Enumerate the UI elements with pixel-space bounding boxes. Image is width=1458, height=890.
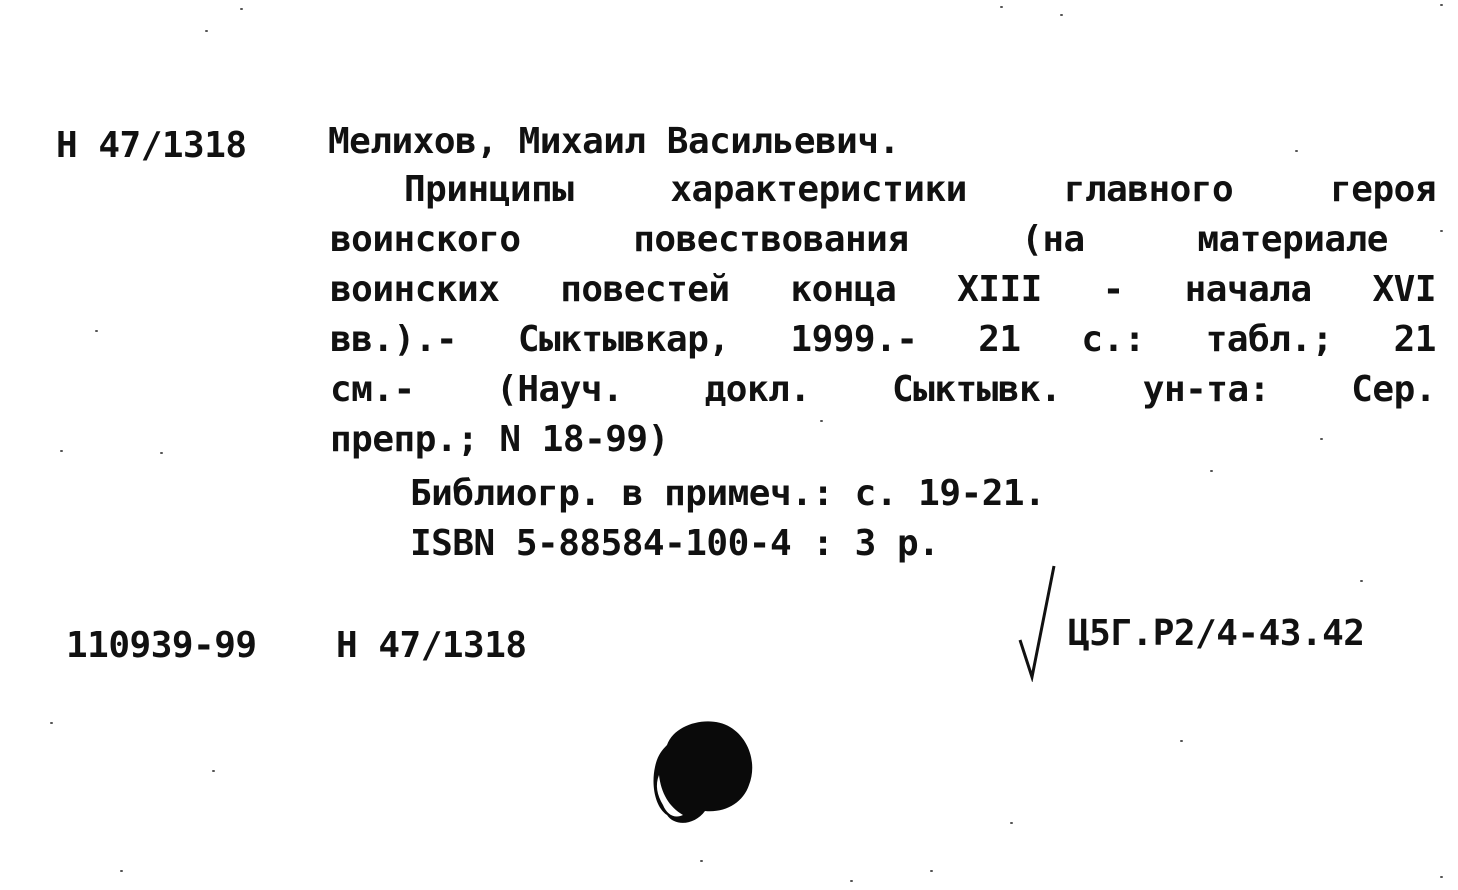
word: повестей [560,269,730,310]
word: (Науч. [496,369,624,410]
word: конца [790,269,897,310]
word: характеристики [670,169,967,210]
word: Сыктывк. [891,369,1062,410]
word: - [1102,269,1124,310]
bibliography-note: Библиогр. в примеч.: с. 19-21. [410,473,1046,514]
word: см.- [330,369,415,410]
word: воинского [330,219,521,260]
isbn-line: ISBN 5-88584-100-4 : 3 р. [410,523,940,564]
word: Принципы [404,169,574,210]
word: с.: [1081,319,1145,360]
word: материале [1197,219,1388,260]
word: начала [1184,269,1312,310]
word: повествования [633,219,909,260]
word: Сыктывкар, [517,319,730,360]
title-line-6: препр.; N 18-99) [330,419,669,460]
title-line-1 [404,169,1436,210]
title-line-2 [330,219,1388,260]
word: Сер. [1351,369,1436,410]
word: вв.).- [330,319,458,360]
accession-number: 110939-99 [66,625,257,666]
word: (на [1021,219,1085,260]
word: 21 [1393,319,1436,360]
author-heading: Мелихов, Михаил Васильевич. [328,121,900,162]
title-line-5 [330,369,1436,410]
word: 1999.- [790,319,918,360]
word: 21 [978,319,1021,360]
check-mark-icon [1012,562,1062,682]
shelf-mark-bottom: Н 47/1318 [336,625,527,666]
title-line-3 [330,269,1436,310]
word: табл.; [1205,319,1333,360]
word: воинских [330,269,500,310]
ink-blot [645,715,760,830]
word: XIII [957,269,1042,310]
word: главного [1063,169,1234,210]
title-line-4 [330,319,1436,360]
word: докл. [704,369,811,410]
shelf-mark: Н 47/1318 [56,125,247,166]
word: ун-та: [1142,369,1270,410]
classification-index: Ц5Г.Р2/4-43.42 [1068,613,1365,654]
word: XVI [1372,269,1436,310]
word: героя [1330,169,1436,210]
